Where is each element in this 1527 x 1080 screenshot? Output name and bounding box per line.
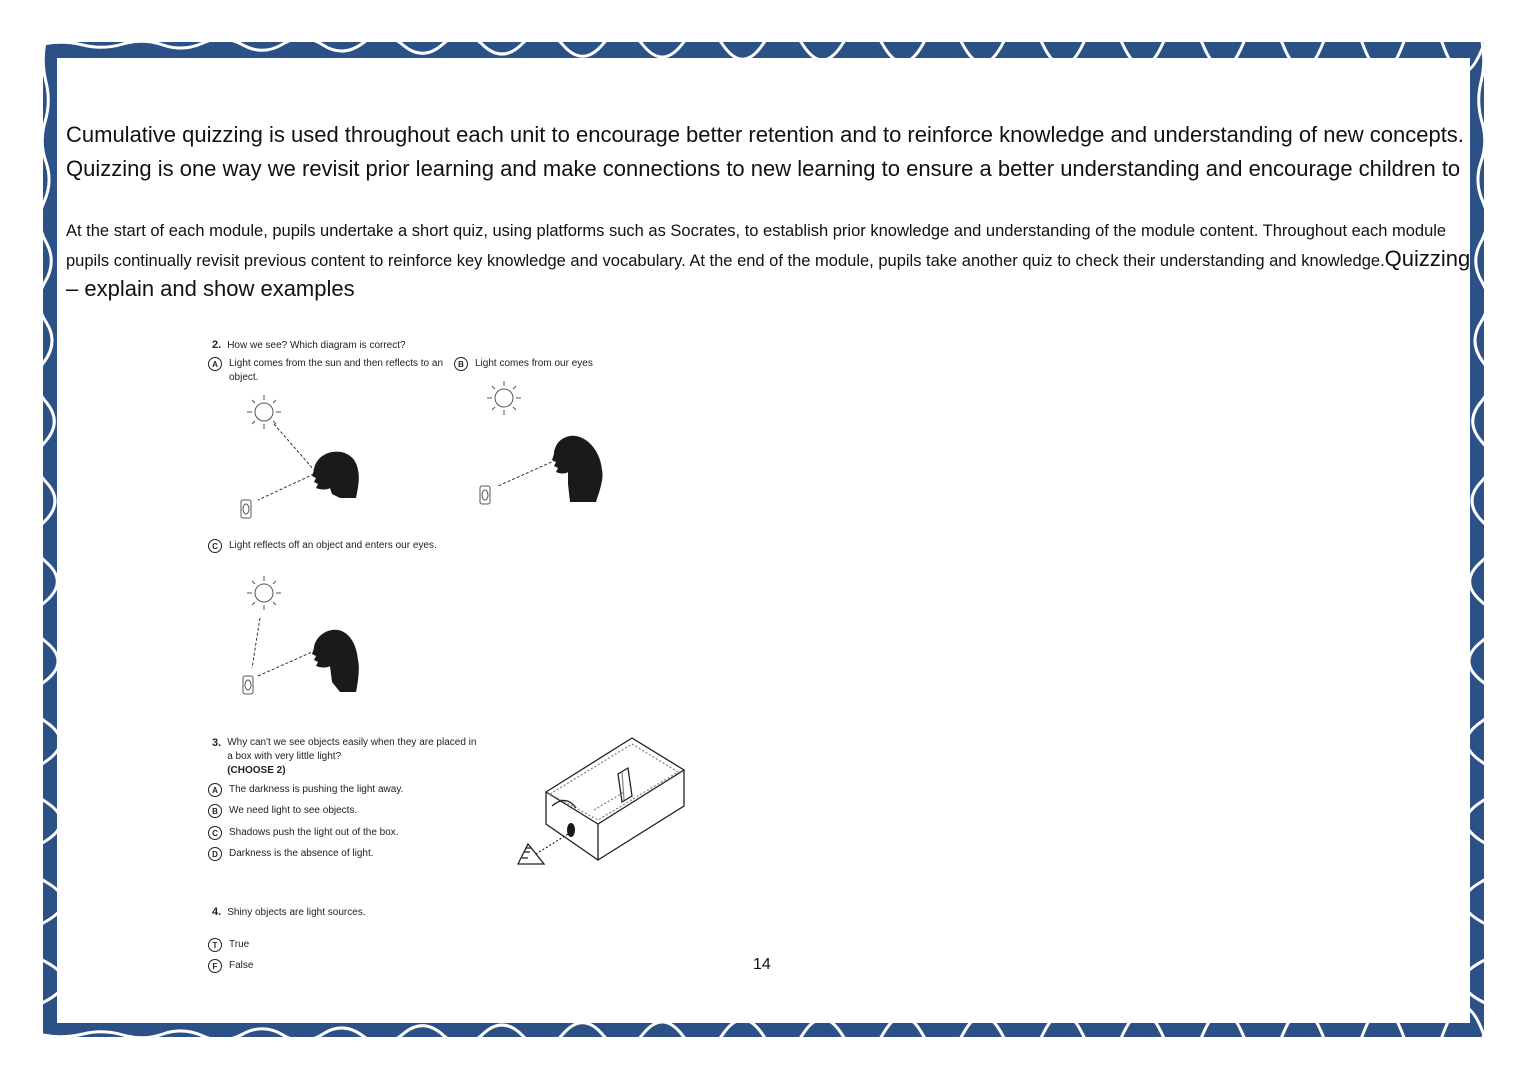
viewing-hole	[567, 823, 575, 837]
body-text: At the start of each module, pupils undertake a short quiz, using platforms such as Socrates, to establish prior knowledge and understanding of the module content. Throughout each module pupils continually revisit previous content to reinforce key knowledge and vocabulary. At the end of the module, pupils take another quiz to check their understanding and knowledge.	[66, 222, 1447, 270]
can-icon	[241, 500, 251, 518]
head-silhouette-icon	[312, 630, 359, 692]
option-3a[interactable]	[208, 783, 403, 797]
option-letter: C	[208, 539, 222, 553]
head-silhouette-icon	[312, 452, 359, 498]
sun-icon	[247, 576, 281, 610]
option-text: The darkness is pushing the light away.	[229, 784, 404, 795]
diagram-b	[476, 374, 616, 509]
option-3d[interactable]	[208, 847, 374, 861]
option-letter: A	[208, 783, 222, 797]
question-4	[212, 905, 366, 920]
option-text: Shadows push the light out of the box.	[229, 827, 399, 838]
head-silhouette-icon	[552, 436, 603, 502]
question-number: 4.	[212, 906, 222, 918]
page-number: 14	[753, 956, 771, 973]
question-number: 3.	[212, 737, 222, 749]
body-paragraph	[66, 218, 1476, 305]
section-heading: Quizzing – explain and show examples	[66, 246, 1471, 301]
question-text: Why can't we see objects easily when they are placed in a box with very little light?	[227, 737, 477, 762]
question-3	[212, 736, 482, 778]
option-2a[interactable]	[208, 357, 448, 385]
option-letter: T	[208, 938, 222, 952]
option-letter: B	[454, 357, 468, 371]
shoebox-diagram	[514, 734, 690, 870]
option-letter: A	[208, 357, 222, 371]
can-icon	[243, 676, 253, 694]
option-2c[interactable]	[208, 539, 448, 553]
question-instruction: (CHOOSE 2)	[227, 765, 286, 776]
option-text: Darkness is the absence of light.	[229, 848, 374, 859]
option-text: Light comes from our eyes	[475, 358, 593, 369]
diagram-a	[236, 390, 376, 525]
option-4-true[interactable]	[208, 938, 249, 952]
sun-icon	[247, 395, 281, 429]
option-text: Light comes from the sun and then reflects to an object.	[229, 358, 444, 383]
option-3b[interactable]	[208, 804, 357, 818]
intro-paragraph: Cumulative quizzing is used throughout each unit to encourage better retention and to reinforce knowledge and understanding of new concepts. Quizzing is one way we revisit prior learning and make connections to new learning to ensure a better understanding and encourage children to	[66, 122, 1464, 181]
option-3c[interactable]	[208, 826, 399, 840]
question-text: How we see? Which diagram is correct?	[227, 340, 406, 351]
question-2	[212, 338, 406, 353]
option-4-false[interactable]	[208, 959, 253, 973]
can-icon	[480, 486, 490, 504]
option-text: True	[229, 939, 250, 950]
question-number: 2.	[212, 339, 222, 351]
option-text: False	[229, 960, 254, 971]
question-text: Shiny objects are light sources.	[227, 907, 366, 918]
option-letter: D	[208, 847, 222, 861]
sun-icon	[487, 381, 521, 415]
option-2b[interactable]	[454, 357, 624, 371]
diagram-c	[236, 572, 376, 700]
option-text: Light reflects off an object and enters our eyes.	[229, 540, 437, 551]
option-letter: C	[208, 826, 222, 840]
option-letter: B	[208, 804, 222, 818]
option-text: We need light to see objects.	[229, 805, 358, 816]
eye-viewer-icon	[518, 844, 544, 864]
option-letter: F	[208, 959, 222, 973]
shoebox-icon	[546, 738, 684, 860]
